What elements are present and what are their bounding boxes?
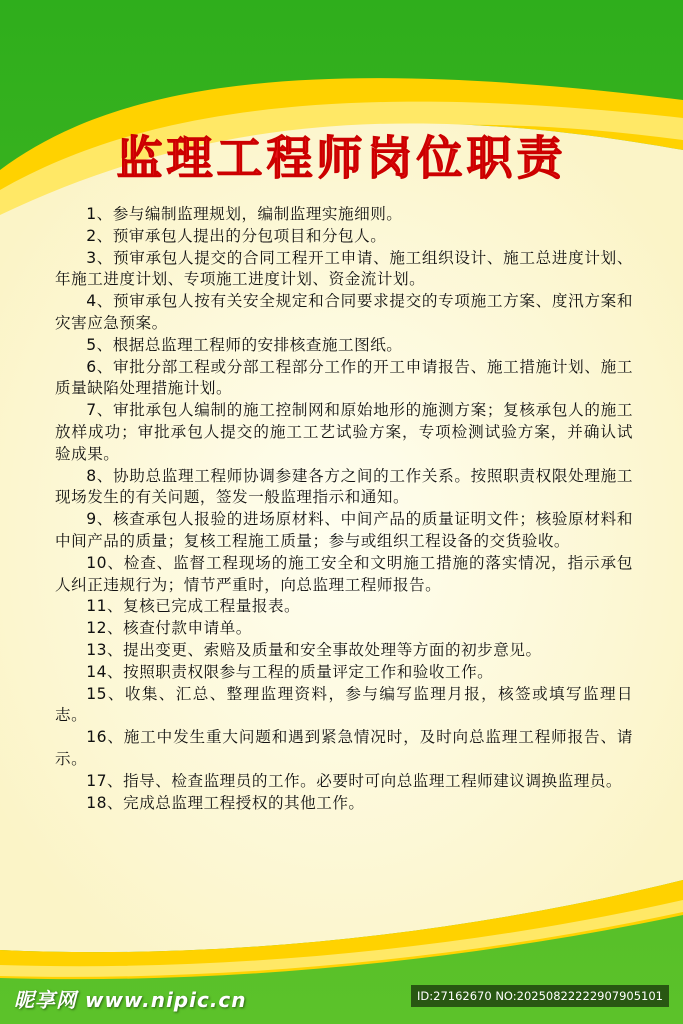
list-item: 8、协助总监理工程师协调参建各方之间的工作关系。按照职责权限处理施工现场发生的有关问题，签发一般监理指示和通知。 [55, 466, 633, 507]
watermark-logo: 昵享网 www.nipic.cn [14, 988, 247, 1012]
list-item: 13、提出变更、索赔及质量和安全事故处理等方面的初步意见。 [86, 640, 542, 659]
list-item: 3、预审承包人提交的合同工程开工申请、施工组织设计、施工总进度计划、年施工进度计划、专项施工进度计划、资金流计划。 [55, 248, 633, 289]
list-item: 5、根据总监理工程师的安排核查施工图纸。 [86, 335, 403, 354]
list-item: 16、施工中发生重大问题和遇到紧急情况时，及时向总监理工程师报告、请示。 [55, 728, 633, 768]
list-item: 11、复核已完成工程量报表。 [86, 597, 301, 616]
list-item: 2、预审承包人提出的分包项目和分包人。 [86, 226, 387, 245]
list-item: 12、核查付款申请单。 [86, 619, 252, 638]
list-item: 4、预审承包人按有关安全规定和合同要求提交的专项施工方案、度汛方案和灾害应急预案。 [55, 292, 633, 332]
list-item: 1、参与编制监理规划，编制监理实施细则。 [86, 205, 403, 223]
list-item: 17、指导、检查监理员的工作。必要时可向总监理工程师建议调换监理员。 [86, 771, 623, 790]
list-item: 15、收集、汇总、整理监理资料，参与编写监理月报，核签或填写监理日志。 [55, 684, 633, 725]
list-item: 7、审批承包人编制的施工控制网和原始地形的施测方案；复核承包人的施工放样成功；审批承包人提交的施工工艺试验方案，专项检测试验方案，并确认试验成果。 [55, 401, 633, 463]
list-item: 10、检查、监督工程现场的施工安全和文明施工措施的落实情况，指示承包人纠正违规行为；情节严重时，向总监理工程师报告。 [55, 553, 633, 594]
watermark-id: ID:27162670 NO:20250822222907905101 [411, 985, 669, 1007]
list-item: 18、完成总监理工程授权的其他工作。 [86, 793, 365, 812]
page-title: 监理工程师岗位职责 [116, 131, 567, 185]
list-item: 6、审批分部工程或分部工程部分工作的开工申请报告、施工措施计划、施工质量缺陷处理措施计划。 [55, 357, 633, 398]
duty-list [55, 204, 633, 814]
list-item: 14、按照职责权限参与工程的质量评定工作和验收工作。 [86, 662, 494, 681]
list-item: 9、核查承包人报验的进场原材料、中间产品的质量证明文件；核验原材料和中间产品的质量；复核工程施工质量；参与或组织工程设备的交货验收。 [55, 510, 633, 550]
